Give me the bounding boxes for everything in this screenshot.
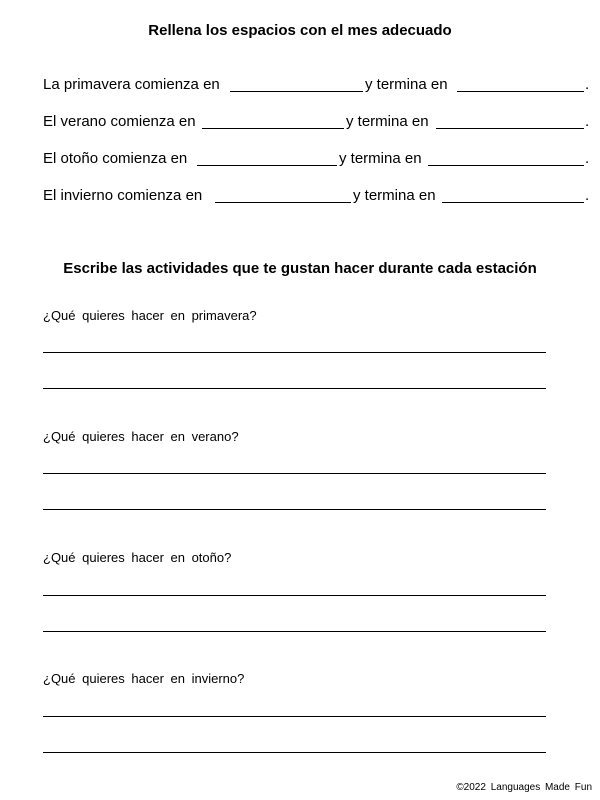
row-start-text: El invierno comienza en bbox=[43, 187, 203, 204]
row-middle-text: y termina en bbox=[346, 113, 429, 130]
activities-section-title: Escribe las actividades que te gustan hacer durante cada estación bbox=[63, 260, 537, 277]
month-blank-end[interactable] bbox=[428, 165, 584, 166]
month-blank-start[interactable] bbox=[202, 128, 344, 129]
row-start-text: La primavera comienza en bbox=[43, 76, 220, 93]
row-start-text: El verano comienza en bbox=[43, 113, 196, 130]
answer-line[interactable] bbox=[43, 352, 546, 353]
row-middle-text: y termina en bbox=[353, 187, 436, 204]
row-end-text: . bbox=[585, 76, 590, 93]
fill-in-section-title: Rellena los espacios con el mes adecuado bbox=[148, 22, 452, 39]
question-invierno: ¿Qué quieres hacer en invierno? bbox=[43, 671, 245, 686]
question-primavera: ¿Qué quieres hacer en primavera? bbox=[43, 308, 257, 323]
copyright-footer: ©2022 Languages Made Fun bbox=[456, 782, 592, 793]
month-blank-start[interactable] bbox=[215, 202, 351, 203]
month-blank-end[interactable] bbox=[442, 202, 584, 203]
row-end-text: . bbox=[585, 150, 590, 167]
answer-line[interactable] bbox=[43, 631, 546, 632]
row-start-text: El otoño comienza en bbox=[43, 150, 188, 167]
answer-line[interactable] bbox=[43, 509, 546, 510]
answer-line[interactable] bbox=[43, 473, 546, 474]
question-otono: ¿Qué quieres hacer en otoño? bbox=[43, 550, 232, 565]
answer-line[interactable] bbox=[43, 388, 546, 389]
month-blank-start[interactable] bbox=[197, 165, 337, 166]
month-blank-start[interactable] bbox=[230, 91, 363, 92]
row-middle-text: y termina en bbox=[339, 150, 422, 167]
month-blank-end[interactable] bbox=[436, 128, 584, 129]
month-blank-end[interactable] bbox=[457, 91, 584, 92]
row-end-text: . bbox=[585, 113, 590, 130]
answer-line[interactable] bbox=[43, 595, 546, 596]
row-middle-text: y termina en bbox=[365, 76, 448, 93]
row-end-text: . bbox=[585, 187, 590, 204]
answer-line[interactable] bbox=[43, 716, 546, 717]
answer-line[interactable] bbox=[43, 752, 546, 753]
question-verano: ¿Qué quieres hacer en verano? bbox=[43, 429, 239, 444]
